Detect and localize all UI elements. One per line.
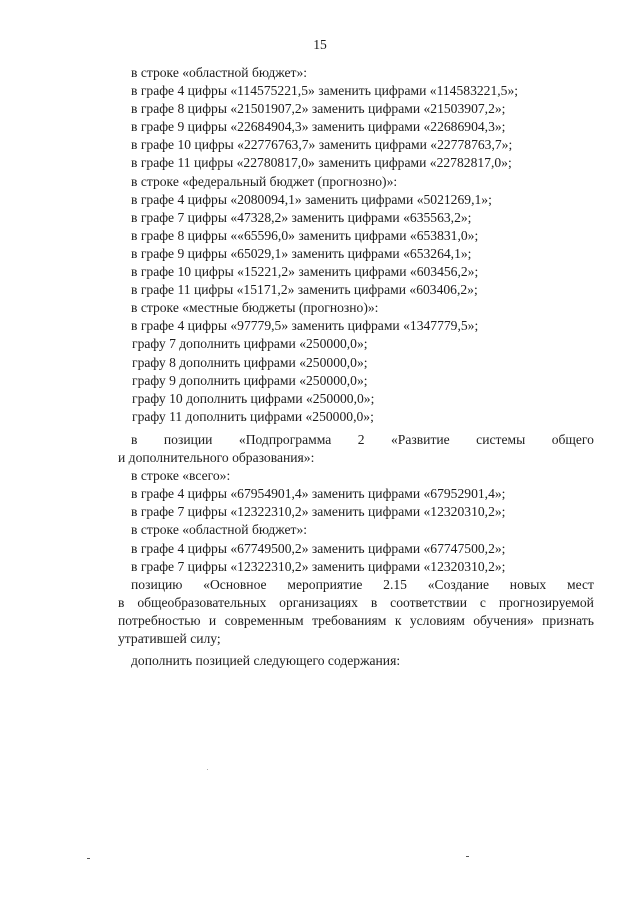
word: в bbox=[118, 595, 125, 611]
paragraph-line bbox=[118, 612, 594, 630]
text-line: дополнить позицией следующего содержания: bbox=[131, 653, 401, 669]
paragraph-block bbox=[118, 576, 594, 670]
word: условиям bbox=[409, 613, 465, 629]
word: «Основное bbox=[203, 577, 267, 592]
text-line: в строке «областной бюджет»: bbox=[131, 522, 308, 538]
word: мест bbox=[566, 577, 594, 592]
paragraph-line bbox=[118, 576, 594, 594]
text-line: в графе 11 цифры «15171,2» заменить цифрами «603406,2»; bbox=[131, 282, 478, 298]
word: общего bbox=[551, 432, 594, 447]
text-line: в графе 10 цифры «15221,2» заменить цифрами «603456,2»; bbox=[131, 264, 479, 280]
word: требованиям bbox=[312, 613, 387, 629]
text-line: в графе 11 цифры «22780817,0» заменить цифрами «22782817,0»; bbox=[131, 155, 512, 171]
word: «Развитие bbox=[391, 432, 450, 447]
word: соответствии bbox=[390, 595, 467, 611]
text-line: в графе 4 цифры «97779,5» заменить цифрами «1347779,5»; bbox=[131, 318, 479, 334]
word: в bbox=[131, 432, 138, 447]
text-line: графу 10 дополнить цифрами «250000,0»; bbox=[132, 390, 375, 406]
word: признать bbox=[542, 613, 594, 629]
word: с bbox=[479, 595, 486, 611]
word: организациях bbox=[279, 595, 358, 611]
word: позиции bbox=[163, 432, 213, 447]
position-block bbox=[120, 431, 594, 576]
word: современным bbox=[224, 613, 304, 629]
page-number: 15 bbox=[313, 37, 327, 52]
text-line: в графе 8 цифры ««65596,0» заменить цифрами «653831,0»; bbox=[131, 227, 479, 243]
text-line: в графе 4 цифры «67749500,2» заменить цифрами «67747500,2»; bbox=[131, 540, 506, 556]
word: обучения» bbox=[473, 613, 534, 629]
word: позицию bbox=[131, 577, 183, 592]
text-line: графу 9 дополнить цифрами «250000,0»; bbox=[132, 372, 368, 388]
text-line: в графе 10 цифры «22776763,7» заменить цифрами «22778763,7»; bbox=[131, 137, 513, 153]
text-line: в графе 4 цифры «114575221,5» заменить цифрами «114583221,5»; bbox=[131, 83, 519, 99]
text-line: графу 8 дополнить цифрами «250000,0»; bbox=[132, 354, 368, 370]
scan-speck bbox=[207, 769, 208, 770]
text-line: в строке «областной бюджет»: bbox=[131, 65, 308, 80]
paragraph-line bbox=[118, 594, 594, 612]
word: «Подпрограмма bbox=[238, 432, 332, 447]
position-line bbox=[120, 431, 594, 449]
text-line: в графе 7 цифры «12322310,2» заменить цифрами «12320310,2»; bbox=[131, 558, 506, 574]
word: мероприятие bbox=[287, 577, 363, 592]
text-line: в строке «всего»: bbox=[131, 468, 231, 484]
scan-speck bbox=[466, 856, 469, 857]
word: «Создание bbox=[427, 577, 490, 592]
text-line: в графе 4 цифры «67954901,4» заменить цифрами «67952901,4»; bbox=[131, 486, 506, 502]
scan-speck bbox=[87, 858, 90, 859]
text-line: в графе 7 цифры «12322310,2» заменить цифрами «12320310,2»; bbox=[131, 504, 506, 520]
document-body bbox=[120, 64, 594, 426]
text-line: в графе 4 цифры «2080094,1» заменить цифрами «5021269,1»; bbox=[131, 191, 492, 207]
word: общеобразовательных bbox=[137, 595, 267, 611]
word: потребностью bbox=[118, 613, 201, 629]
text-line: в строке «федеральный бюджет (прогнозно)»: bbox=[131, 173, 398, 189]
text-line: графу 7 дополнить цифрами «250000,0»; bbox=[132, 336, 368, 352]
word: 2.15 bbox=[383, 577, 407, 592]
text-line: в графе 9 цифры «65029,1» заменить цифрами «653264,1»; bbox=[131, 245, 472, 261]
text-line: в графе 7 цифры «47328,2» заменить цифрами «635563,2»; bbox=[131, 209, 472, 225]
word: и bbox=[208, 613, 217, 629]
text-line: в строке «местные бюджеты (прогнозно)»: bbox=[131, 300, 379, 316]
word: к bbox=[394, 613, 402, 629]
text-line: графу 11 дополнить цифрами «250000,0»; bbox=[132, 408, 374, 424]
text-line: и дополнительного образования»: bbox=[118, 450, 315, 466]
word: прогнозируемой bbox=[498, 595, 594, 611]
word: 2 bbox=[357, 432, 365, 447]
word: в bbox=[370, 595, 378, 611]
text-line: в графе 9 цифры «22684904,3» заменить цифрами «22686904,3»; bbox=[131, 119, 506, 135]
text-line: в графе 8 цифры «21501907,2» заменить цифрами «21503907,2»; bbox=[131, 101, 506, 117]
paragraph-line: утратившей силу; bbox=[118, 631, 221, 647]
word: системы bbox=[476, 432, 526, 447]
word: новых bbox=[509, 577, 547, 592]
